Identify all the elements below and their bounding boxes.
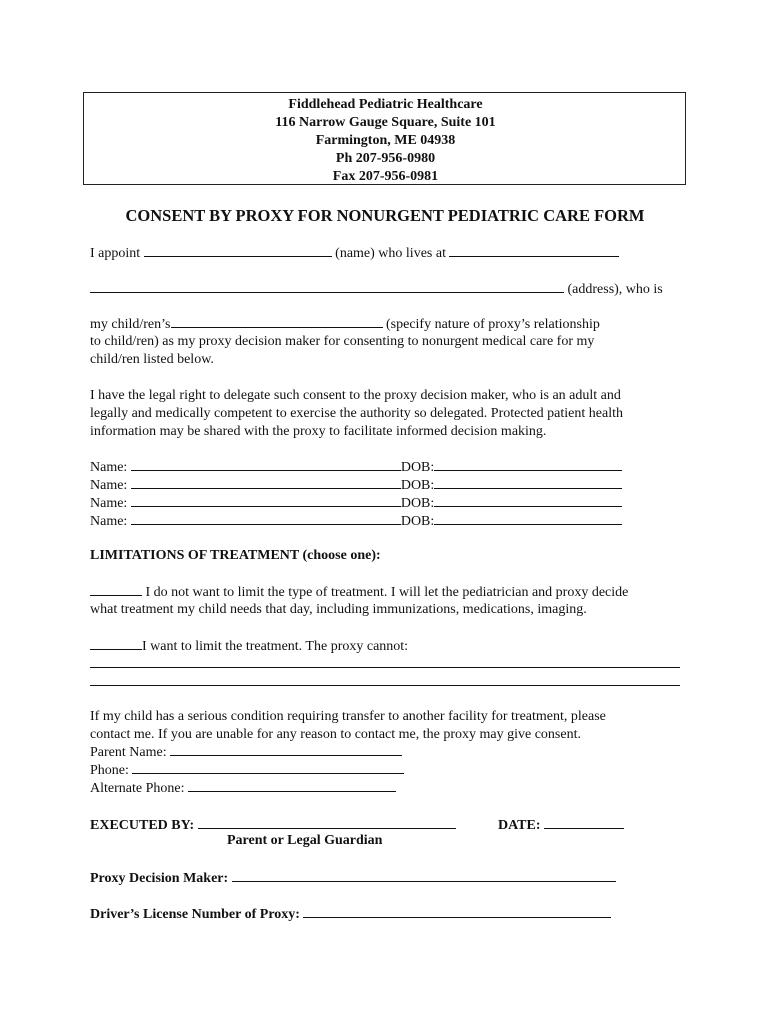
appoint-line xyxy=(90,244,619,263)
address-suffix: (address), who is xyxy=(567,282,663,297)
child-name-label: Name: xyxy=(90,460,128,475)
phone-row xyxy=(90,761,404,780)
child-name-label: Name: xyxy=(90,496,128,511)
license-number-field[interactable] xyxy=(303,905,611,918)
child-dob-field[interactable] xyxy=(434,494,622,507)
proxy-name-field[interactable] xyxy=(144,244,332,257)
option1-checkline[interactable] xyxy=(90,583,142,596)
practice-address-line2: Farmington, ME 04938 xyxy=(315,133,456,148)
alt-phone-label: Alternate Phone: xyxy=(90,781,185,796)
relationship-line xyxy=(90,315,600,334)
practice-name: Fiddlehead Pediatric Healthcare xyxy=(288,97,483,112)
form-title: CONSENT BY PROXY FOR NONURGENT PEDIATRIC CARE FORM xyxy=(125,206,645,225)
phone-label: Phone: xyxy=(90,763,129,778)
phone-field[interactable] xyxy=(132,761,404,774)
child-row xyxy=(90,458,622,477)
child-name-field[interactable] xyxy=(131,494,401,507)
child-row xyxy=(90,512,622,531)
header-box xyxy=(83,92,686,185)
option1-text: I do not want to limit the type of treatment. I will let the pediatrician and proxy decide xyxy=(145,585,629,600)
practice-address-line1: 116 Narrow Gauge Square, Suite 101 xyxy=(275,115,496,130)
proxy-row xyxy=(90,869,616,888)
executed-by-signature-field[interactable] xyxy=(198,816,456,829)
option2-text: I want to limit the treatment. The proxy cannot: xyxy=(142,639,409,654)
relationship-suffix: (specify nature of proxy’s relationship xyxy=(386,317,600,332)
serious-text-line2: contact me. If you are unable for any reason to contact me, the proxy may give consent. xyxy=(90,727,581,742)
address-line xyxy=(90,280,663,299)
child-dob-field[interactable] xyxy=(434,458,622,471)
proxy-cannot-line1[interactable] xyxy=(90,667,680,668)
proxy-signature-field[interactable] xyxy=(232,869,616,882)
limitations-heading: LIMITATIONS OF TREATMENT (choose one): xyxy=(90,548,381,563)
guardian-caption: Parent or Legal Guardian xyxy=(227,833,383,848)
date-label: DATE: xyxy=(498,818,541,833)
legal-text-line1: I have the legal right to delegate such consent to the proxy decision maker, who is an adult and xyxy=(90,388,621,403)
child-dob-label: DOB: xyxy=(400,460,435,475)
date-field[interactable] xyxy=(544,816,624,829)
legal-text-line3: information may be shared with the proxy to facilitate informed decision making. xyxy=(90,424,547,439)
alt-phone-row xyxy=(90,779,396,798)
parent-name-row xyxy=(90,743,402,762)
child-name-label: Name: xyxy=(90,514,128,529)
child-name-field[interactable] xyxy=(131,512,401,525)
child-dob-label: DOB: xyxy=(400,478,435,493)
proxy-address-field[interactable] xyxy=(90,280,564,293)
parent-name-field[interactable] xyxy=(170,743,402,756)
parent-name-label: Parent Name: xyxy=(90,745,167,760)
child-dob-label: DOB: xyxy=(400,514,435,529)
executed-by-label: EXECUTED BY: xyxy=(90,818,195,833)
license-label: Driver’s License Number of Proxy: xyxy=(90,907,300,922)
appoint-text-line2: to child/ren) as my proxy decision maker for consenting to nonurgent medical care for my xyxy=(90,334,595,349)
practice-fax: Fax 207-956-0981 xyxy=(332,169,439,184)
child-row xyxy=(90,494,622,513)
proxy-label: Proxy Decision Maker: xyxy=(90,871,229,886)
option2-checkline[interactable] xyxy=(90,637,142,650)
limitation-option1 xyxy=(90,583,628,602)
child-name-field[interactable] xyxy=(131,476,401,489)
relationship-field[interactable] xyxy=(171,315,383,328)
child-dob-field[interactable] xyxy=(434,476,622,489)
option1-text-line2: what treatment my child needs that day, including immunizations, medications, imaging. xyxy=(90,602,587,617)
proxy-city-field[interactable] xyxy=(449,244,619,257)
legal-text-line2: legally and medically competent to exercise the authority so delegated. Protected patient health xyxy=(90,406,623,421)
appoint-name-suffix: (name) who lives at xyxy=(335,246,446,261)
relationship-prefix: my child/ren’s xyxy=(90,317,171,332)
limitation-option2 xyxy=(90,637,408,656)
appoint-text-line3: child/ren listed below. xyxy=(90,352,214,367)
child-name-field[interactable] xyxy=(131,458,401,471)
child-dob-label: DOB: xyxy=(400,496,435,511)
license-row xyxy=(90,905,611,924)
child-name-label: Name: xyxy=(90,478,128,493)
child-dob-field[interactable] xyxy=(434,512,622,525)
date-row xyxy=(498,816,624,835)
practice-phone: Ph 207-956-0980 xyxy=(335,151,436,166)
alt-phone-field[interactable] xyxy=(188,779,396,792)
proxy-cannot-line2[interactable] xyxy=(90,685,680,686)
serious-text-line1: If my child has a serious condition requiring transfer to another facility for treatment, please xyxy=(90,709,606,724)
appoint-prefix: I appoint xyxy=(90,246,141,261)
child-row xyxy=(90,476,622,495)
